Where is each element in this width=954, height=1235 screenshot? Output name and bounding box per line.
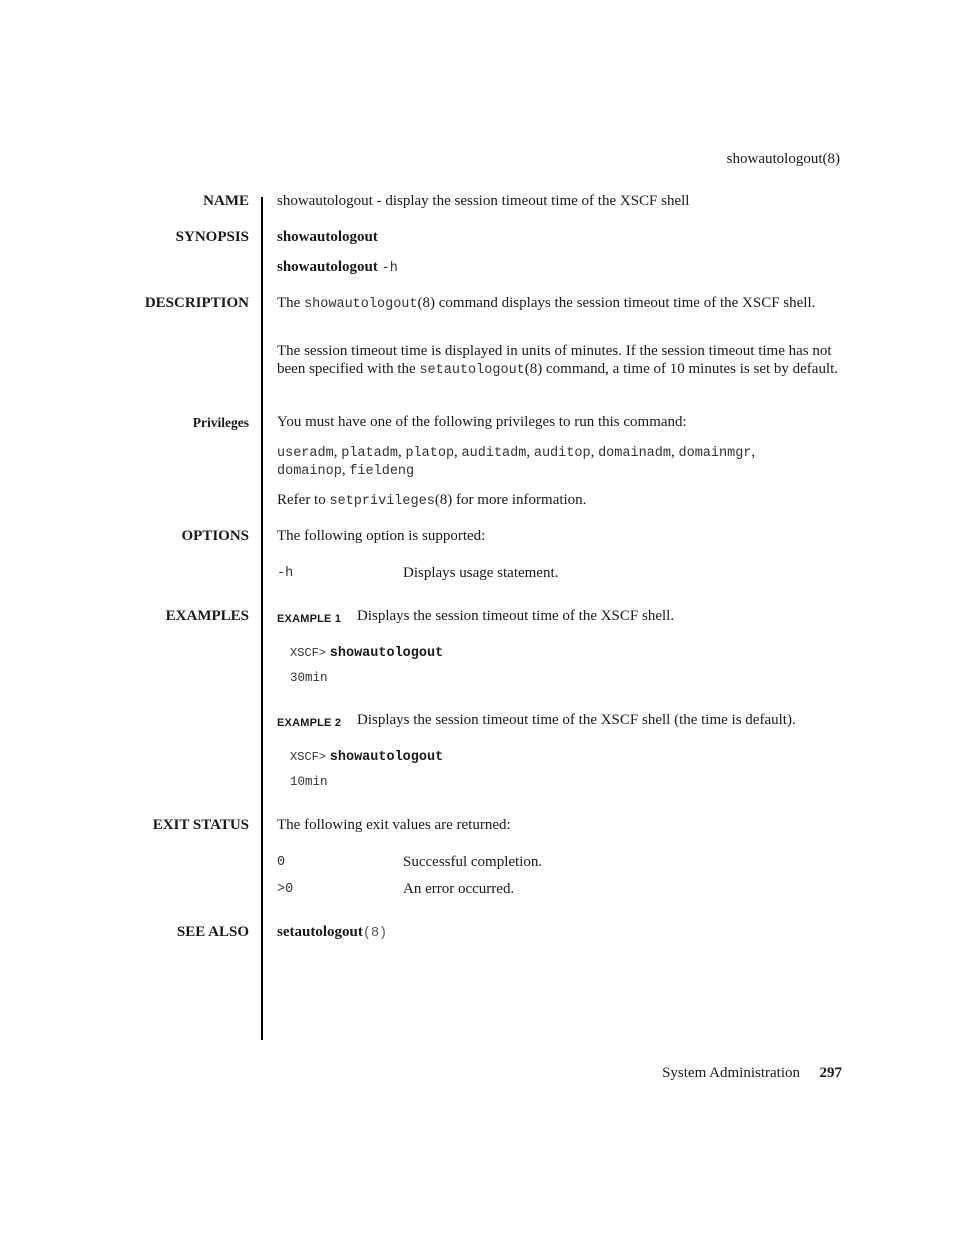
exit-status-intro: The following exit values are returned: (277, 817, 511, 833)
option-h: -h (277, 566, 294, 581)
exit-value-0-desc: Successful completion. (403, 854, 543, 870)
option-h-desc: Displays usage statement. (403, 565, 559, 581)
examples-heading: EXAMPLES (165, 608, 249, 624)
exit-value-0: 0 (277, 855, 286, 870)
options-heading: OPTIONS (181, 528, 249, 544)
synopsis-line-2 (277, 258, 398, 278)
example-1-label: EXAMPLE 1 (277, 613, 342, 625)
privileges-heading: Privileges (192, 415, 249, 430)
description-heading: DESCRIPTION (144, 295, 249, 311)
see-also-ref: setautologout(8) (277, 924, 388, 941)
example-2-output: 10min (290, 775, 328, 789)
options-intro: The following option is supported: (277, 528, 486, 544)
footer-title: System Administration (662, 1065, 800, 1081)
privileges-list-line-2: domainop, fieldeng (277, 462, 415, 479)
exit-value-gt0-desc: An error occurred. (403, 881, 515, 897)
description-para-2: The session timeout time is displayed in units of minutes. If the session timeout time has not been specified with the setautologout(8) command, a time of 10 minutes is set by default. (277, 343, 839, 378)
synopsis-opt: -h (381, 261, 398, 276)
synopsis-heading: SYNOPSIS (175, 229, 249, 245)
synopsis-cmd: showautologout (277, 259, 378, 275)
setprivileges-ref: setprivileges (329, 494, 435, 509)
privileges-refer: Refer to setprivileges(8) for more information. (277, 492, 587, 509)
example-1-desc: Displays the session timeout time of the XSCF shell. (357, 608, 675, 624)
description-setautologout: setautologout (419, 363, 525, 378)
see-also-heading: SEE ALSO (176, 924, 249, 940)
privileges-intro: You must have one of the following privileges to run this command: (277, 414, 687, 430)
description-cmd: showautologout (304, 297, 418, 312)
privileges-list-line-1: useradm, platadm, platop, auditadm, auditop, domainadm, domainmgr, (277, 444, 756, 461)
exit-status-heading: EXIT STATUS (152, 817, 249, 833)
example-1-command: XSCF> showautologout (290, 646, 444, 661)
example-2-label: EXAMPLE 2 (277, 717, 342, 729)
description-para-1: The showautologout(8) command displays the session timeout time of the XSCF shell. (277, 295, 816, 312)
example-2-command: XSCF> showautologout (290, 750, 444, 765)
running-header: showautologout(8) (726, 151, 840, 167)
name-heading: NAME (203, 193, 249, 209)
see-also-setautologout: setautologout (277, 924, 363, 940)
name-text: showautologout - display the session timeout time of the XSCF shell (277, 193, 690, 209)
exit-value-gt0: >0 (277, 882, 294, 897)
section-rule (261, 197, 263, 1040)
synopsis-line-1: showautologout (277, 229, 378, 245)
page-number: 297 (819, 1065, 842, 1081)
example-2-desc: Displays the session timeout time of the XSCF shell (the time is default). (357, 712, 796, 728)
example-1-output: 30min (290, 671, 328, 685)
